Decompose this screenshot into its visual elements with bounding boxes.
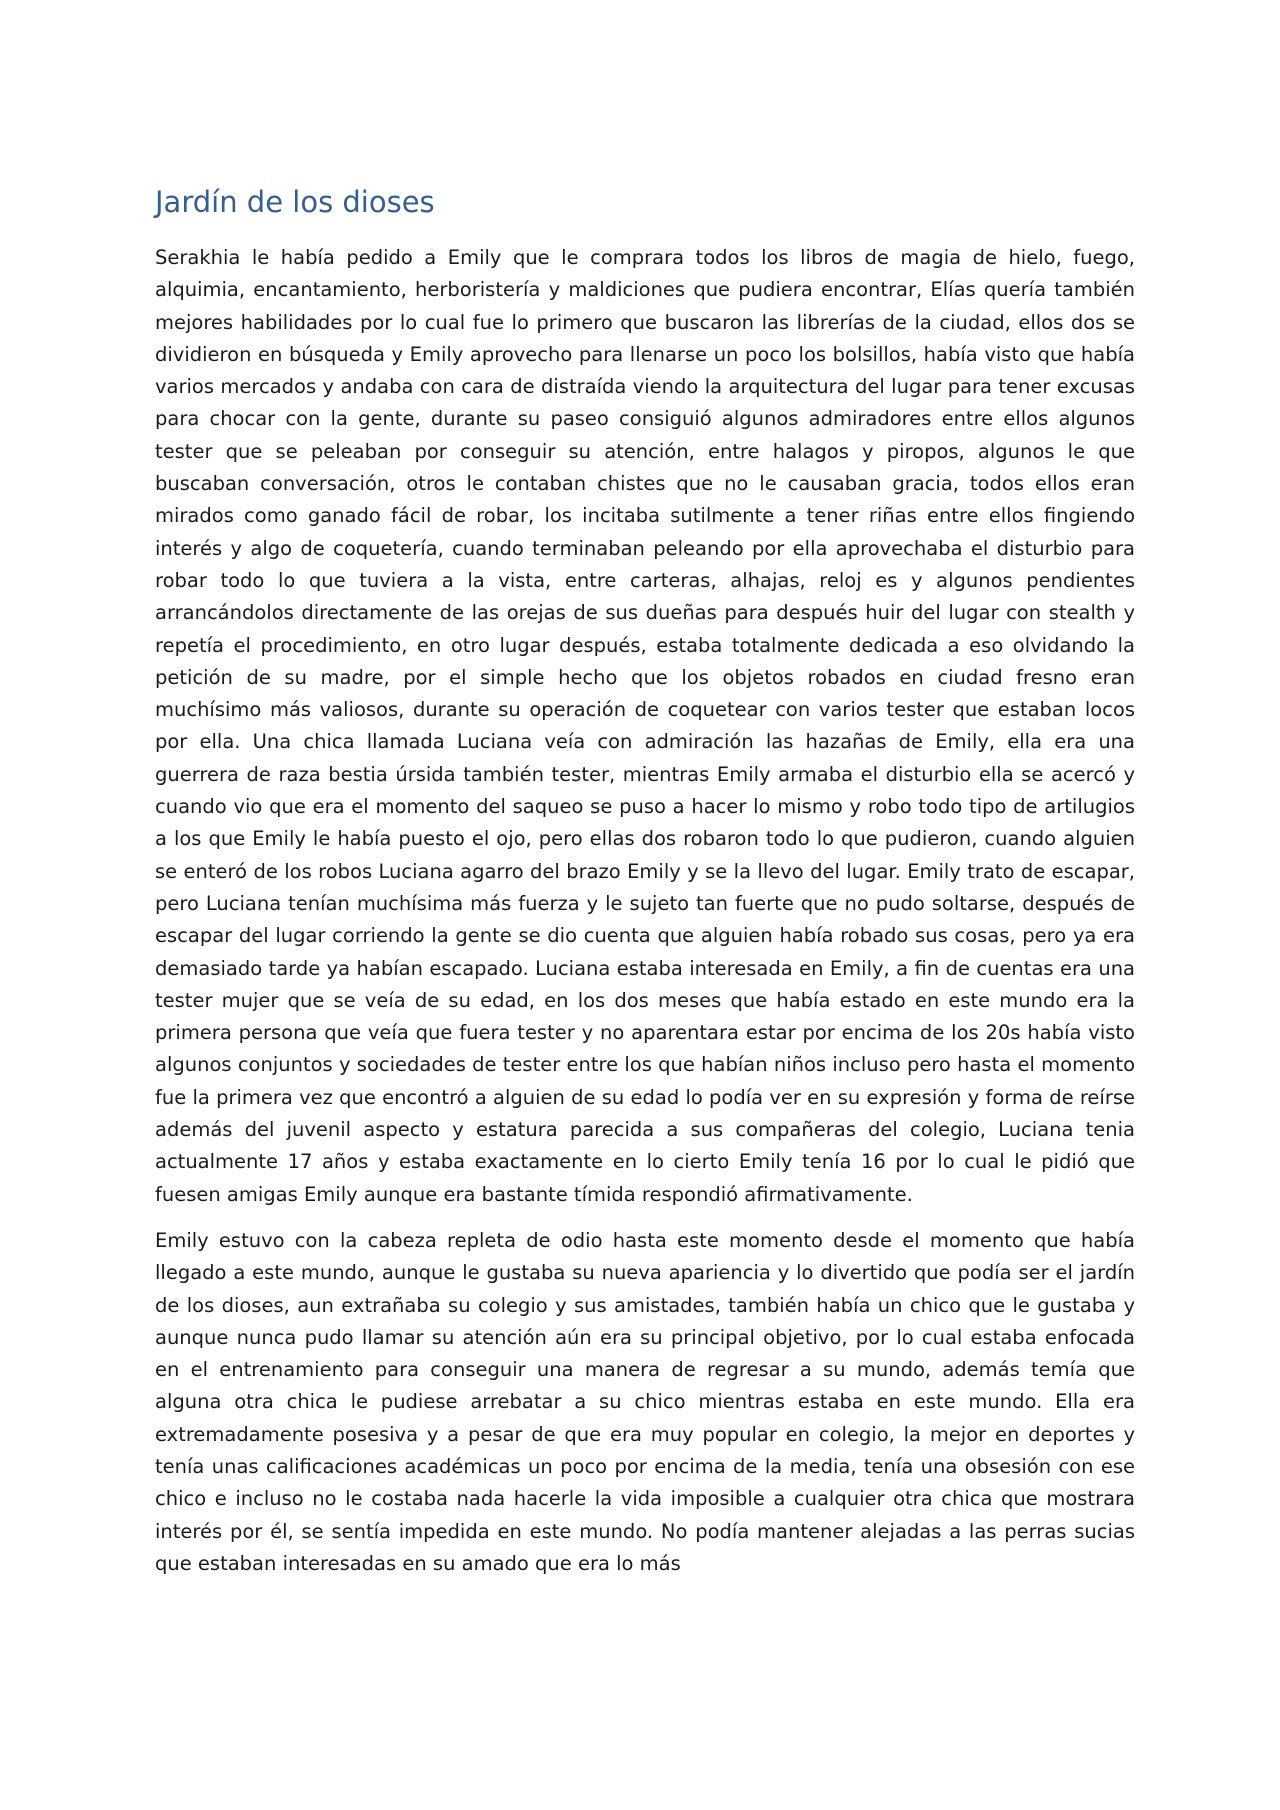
document-page [155,0,1135,1810]
document-title: Jardín de los dioses [155,185,435,219]
paragraph-2: Emily estuvo con la cabeza repleta de odio hasta este momento desde el momento que había llegado a este mundo, aunque le gustaba su nueva apariencia y lo divertido que podía ser el jardín de los dioses, aun extrañaba su colegio y sus amistades, también había un chico que le gustaba y aunque nunca pudo llamar su atención aún era su principal objetivo, por lo cual estaba enfocada en el entrenamiento para conseguir una manera de regresar a su mundo, además temía que alguna otra chica le pudiese arrebatar a su chico mientras estaba en este mundo. Ella era extremadamente posesiva y a pesar de que era muy popular en colegio, la mejor en deportes y tenía unas calificaciones académicas un poco por encima de la media, tenía una obsesión con ese chico e incluso no le costaba nada hacerle la vida imposible a cualquier otra chica que mostrara interés por él, se sentía impedida en este mundo. No podía mantener alejadas a las perras sucias que estaban interesadas en su amado que era lo más [155,1228,1135,1575]
document-body [155,242,1135,1594]
paragraph-1: Serakhia le había pedido a Emily que le comprara todos los libros de magia de hielo, fuego, alquimia, encantamiento, herboristería y maldiciones que pudiera encontrar, Elías quería también mejores habilidades por lo cual fue lo primero que buscaron las librerías de la ciudad, ellos dos se dividieron en búsqueda y Emily aprovecho para llenarse un poco los bolsillos, había visto que había varios mercados y andaba con cara de distraída viendo la arquitectura del lugar para tener excusas para chocar con la gente, durante su paseo consiguió algunos admiradores entre ellos algunos tester que se peleaban por conseguir su atención, entre halagos y piropos, algunos le que buscaban conversación, otros le contaban chistes que no le causaban gracia, todos ellos eran mirados como ganado fácil de robar, los incitaba sutilmente a tener riñas entre ellos fingiendo interés y algo de coquetería, cuando terminaban peleando por ella aprovechaba el disturbio para robar todo lo que tuviera a la vista, entre carteras, alhajas, reloj es y algunos pendientes arrancándolos directamente de las orejas de sus dueñas para después huir del lugar con stealth y repetía el procedimiento, en otro lugar después, estaba totalmente dedicada a eso olvidando la petición de su madre, por el simple hecho que los objetos robados en ciudad fresno eran muchísimo más valiosos, durante su operación de coquetear con varios tester que estaban locos por ella. Una chica llamada Luciana veía con admiración las hazañas de Emily, ella era una guerrera de raza bestia úrsida también tester, mientras Emily armaba el disturbio ella se acercó y cuando vio que era el momento del saqueo se puso a hacer lo mismo y robo todo tipo de artilugios a los que Emily le había puesto el ojo, pero ellas dos robaron todo lo que pudieron, cuando alguien se enteró de los robos Luciana agarro del brazo Emily y se la llevo del lugar. Emily trato de escapar, pero Luciana tenían muchísima más fuerza y le sujeto tan fuerte que no pudo soltarse, después de escapar del lugar corriendo la gente se dio cuenta que alguien había robado sus cosas, pero ya era demasiado tarde ya habían escapado. Luciana estaba interesada en Emily, a fin de cuentas era una tester mujer que se veía de su edad, en los dos meses que había estado en este mundo era la primera persona que veía que fuera tester y no aparentara estar por encima de los 20s había visto algunos conjuntos y sociedades de tester entre los que habían niños incluso pero hasta el momento fue la primera vez que encontró a alguien de su edad lo podía ver en su expresión y forma de reírse además del juvenil aspecto y estatura parecida a sus compañeras del colegio, Luciana tenia actualmente 17 años y estaba exactamente en lo cierto Emily tenía 16 por lo cual le pidió que fuesen amigas Emily aunque era bastante tímida respondió afirmativamente. [155,246,1135,1206]
